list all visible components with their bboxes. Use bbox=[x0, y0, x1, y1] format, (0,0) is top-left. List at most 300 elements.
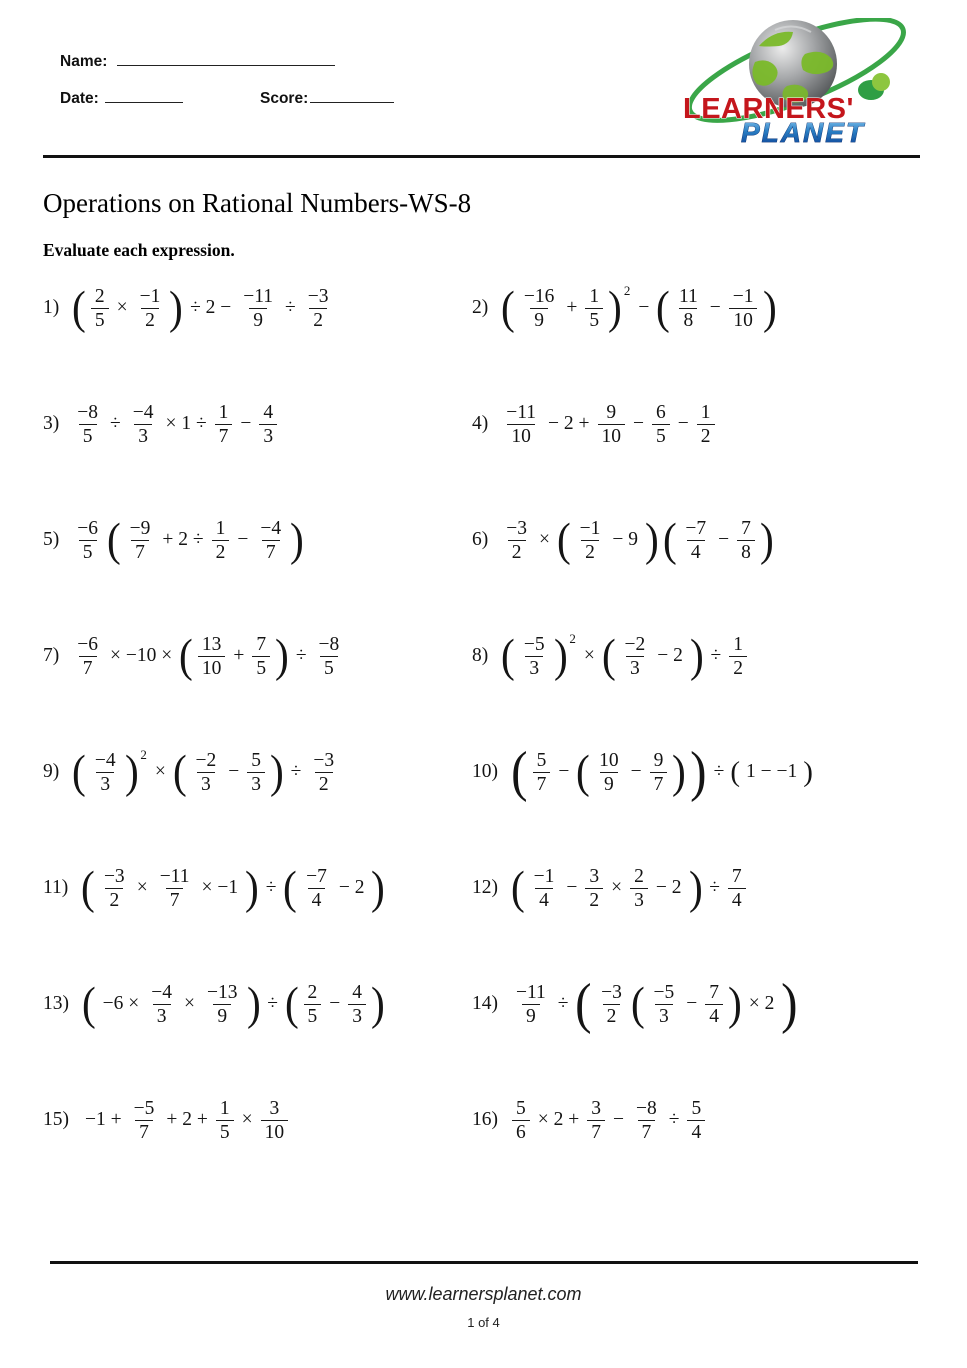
denominator: 3 bbox=[259, 424, 277, 448]
operator: ÷ bbox=[713, 761, 725, 782]
fraction bbox=[520, 633, 549, 680]
operator: ÷ bbox=[290, 761, 302, 782]
parenthesis: ) bbox=[759, 513, 774, 566]
numerator: −8 bbox=[318, 633, 340, 655]
operator: × bbox=[154, 761, 166, 782]
parenthesis: ) bbox=[290, 513, 304, 566]
parenthesis: ) bbox=[803, 755, 813, 788]
problem-4 bbox=[472, 401, 933, 448]
numerator: −5 bbox=[523, 633, 545, 655]
parenthesis: ) bbox=[553, 629, 568, 682]
operator: × bbox=[539, 529, 550, 550]
parenthesis: ) bbox=[370, 977, 385, 1030]
problem-8 bbox=[472, 629, 933, 682]
numerator: −7 bbox=[306, 865, 327, 887]
fraction bbox=[533, 749, 551, 796]
fraction bbox=[697, 401, 715, 448]
expression bbox=[70, 281, 335, 334]
denominator: 10 bbox=[598, 424, 626, 448]
numerator: 4 bbox=[352, 981, 363, 1003]
parenthesis: ) bbox=[690, 741, 707, 803]
numerator: −7 bbox=[685, 517, 707, 539]
problem-number: 5) bbox=[43, 529, 60, 550]
globe-logo-icon bbox=[675, 18, 925, 144]
denominator: 2 bbox=[212, 540, 230, 564]
denominator: 2 bbox=[585, 888, 603, 912]
operator: − bbox=[677, 413, 689, 434]
fraction bbox=[595, 749, 623, 796]
name-label: Name: bbox=[60, 53, 108, 70]
operator: ÷ bbox=[267, 993, 278, 1014]
operator: ÷ bbox=[265, 877, 277, 898]
operator: − bbox=[709, 297, 721, 318]
denominator: 7 bbox=[79, 656, 97, 680]
score-field-row bbox=[260, 89, 394, 108]
problem-2 bbox=[472, 281, 933, 334]
numerator: −3 bbox=[601, 981, 622, 1003]
parenthesis: ( bbox=[501, 629, 515, 682]
fraction bbox=[632, 1097, 661, 1144]
denominator: 9 bbox=[249, 308, 267, 332]
problem-5 bbox=[43, 513, 472, 566]
numerator: −8 bbox=[77, 401, 98, 423]
problem-number: 14) bbox=[472, 993, 498, 1014]
numerator: −1 bbox=[732, 285, 754, 307]
numerator: 3 bbox=[591, 1097, 601, 1119]
fraction bbox=[502, 517, 531, 564]
denominator: 10 bbox=[729, 308, 757, 332]
parenthesis: ) bbox=[672, 745, 687, 798]
operator: − bbox=[630, 761, 642, 782]
problem-number: 9) bbox=[43, 761, 60, 782]
parenthesis: ) bbox=[245, 861, 259, 914]
numerator: 5 bbox=[251, 749, 261, 771]
operator: 1 − −1 bbox=[746, 761, 798, 782]
fraction bbox=[737, 517, 755, 564]
parenthesis: ( bbox=[730, 755, 740, 788]
parenthesis: ( bbox=[575, 973, 593, 1035]
problem-number: 4) bbox=[472, 413, 489, 434]
operator: − bbox=[638, 297, 650, 318]
numerator: 4 bbox=[263, 401, 274, 423]
denominator: 2 bbox=[581, 540, 599, 564]
denominator: 2 bbox=[697, 424, 715, 448]
denominator: 4 bbox=[308, 888, 326, 912]
denominator: 5 bbox=[252, 656, 270, 680]
operator: × bbox=[583, 645, 595, 666]
exponent: 2 bbox=[623, 282, 631, 298]
numerator: 5 bbox=[516, 1097, 526, 1119]
parenthesis: ( bbox=[556, 513, 571, 566]
fraction bbox=[675, 285, 702, 332]
numerator: −4 bbox=[260, 517, 282, 539]
numerator: −4 bbox=[94, 749, 116, 771]
parenthesis: ) bbox=[371, 861, 386, 914]
expression bbox=[509, 973, 800, 1035]
denominator: 5 bbox=[79, 424, 97, 448]
denominator: 5 bbox=[320, 656, 338, 680]
denominator: 3 bbox=[247, 772, 265, 796]
fraction bbox=[512, 1097, 530, 1144]
problem-number: 11) bbox=[43, 877, 69, 898]
parenthesis: ) bbox=[762, 281, 777, 334]
fraction bbox=[215, 401, 233, 448]
parenthesis: ( bbox=[106, 513, 121, 566]
parenthesis: ) bbox=[608, 281, 622, 334]
fraction bbox=[728, 865, 746, 912]
denominator: 2 bbox=[729, 656, 747, 680]
denominator: 10 bbox=[261, 1120, 289, 1144]
denominator: 10 bbox=[198, 656, 226, 680]
denominator: 3 bbox=[348, 1004, 366, 1028]
denominator: 2 bbox=[315, 772, 333, 796]
fraction bbox=[198, 633, 226, 680]
numerator: −1 bbox=[579, 517, 601, 539]
expression bbox=[70, 629, 346, 682]
denominator: 5 bbox=[304, 1004, 322, 1028]
fraction bbox=[348, 981, 366, 1028]
problem-number: 12) bbox=[472, 877, 498, 898]
parenthesis: ( bbox=[283, 861, 298, 914]
date-field-row bbox=[60, 89, 183, 108]
parenthesis: ) bbox=[727, 977, 742, 1030]
numerator: 6 bbox=[656, 401, 666, 423]
operator: − 2 bbox=[657, 645, 683, 666]
fraction bbox=[650, 749, 668, 796]
fraction bbox=[650, 981, 679, 1028]
operator: ÷ bbox=[285, 297, 296, 318]
operator: − bbox=[718, 529, 730, 550]
parenthesis: ) bbox=[124, 745, 139, 798]
operator: − bbox=[228, 761, 240, 782]
denominator: 5 bbox=[91, 308, 109, 332]
numerator: −6 bbox=[77, 517, 98, 539]
operator: − bbox=[329, 993, 341, 1014]
operator: × 1 ÷ bbox=[165, 413, 207, 434]
numerator: 1 bbox=[700, 401, 711, 423]
denominator: 9 bbox=[530, 308, 548, 332]
numerator: 13 bbox=[201, 633, 222, 655]
problem-10 bbox=[472, 741, 933, 803]
problem-13 bbox=[43, 977, 472, 1030]
numerator: −1 bbox=[533, 865, 555, 887]
denominator: 5 bbox=[79, 540, 97, 564]
denominator: 6 bbox=[512, 1120, 530, 1144]
instruction-text: Evaluate each expression. bbox=[43, 240, 235, 260]
fraction bbox=[147, 981, 176, 1028]
fraction bbox=[252, 633, 270, 680]
denominator: 2 bbox=[141, 308, 159, 332]
footer-divider bbox=[50, 1261, 918, 1264]
fraction bbox=[156, 865, 194, 912]
problem-3 bbox=[43, 401, 472, 448]
operator: + 2 + bbox=[166, 1109, 208, 1130]
parenthesis: ( bbox=[284, 977, 299, 1030]
numerator: −11 bbox=[506, 401, 537, 423]
operator: − bbox=[686, 993, 698, 1014]
fraction bbox=[302, 865, 331, 912]
fraction bbox=[652, 401, 670, 448]
fraction bbox=[705, 981, 723, 1028]
fraction bbox=[630, 865, 648, 912]
fraction bbox=[261, 1097, 289, 1144]
problem-number: 10) bbox=[472, 761, 498, 782]
operator: × bbox=[116, 297, 128, 318]
denominator: 7 bbox=[533, 772, 551, 796]
fraction bbox=[681, 517, 710, 564]
operator: ÷ 2 − bbox=[190, 297, 232, 318]
fraction bbox=[597, 981, 626, 1028]
expression bbox=[80, 1097, 291, 1144]
operator: − bbox=[633, 413, 645, 434]
expression bbox=[80, 977, 387, 1030]
operator: × bbox=[136, 877, 148, 898]
parenthesis: ( bbox=[72, 745, 86, 798]
parenthesis: ) bbox=[644, 513, 659, 566]
numerator: −3 bbox=[506, 517, 527, 539]
operator: × bbox=[611, 877, 623, 898]
denominator: 2 bbox=[508, 540, 526, 564]
problem-number: 13) bbox=[43, 993, 69, 1014]
numerator: −8 bbox=[636, 1097, 657, 1119]
denominator: 2 bbox=[603, 1004, 621, 1028]
operator: −1 + bbox=[85, 1109, 122, 1130]
numerator: −3 bbox=[307, 285, 329, 307]
operator: ÷ bbox=[710, 645, 722, 666]
denominator: 9 bbox=[600, 772, 618, 796]
fraction bbox=[212, 517, 230, 564]
numerator: 2 bbox=[634, 865, 644, 887]
parenthesis: ) bbox=[169, 281, 184, 334]
parenthesis: ( bbox=[510, 861, 525, 914]
fraction bbox=[687, 1097, 705, 1144]
fraction bbox=[576, 517, 605, 564]
operator: − bbox=[566, 877, 578, 898]
numerator: 1 bbox=[215, 517, 226, 539]
problem-15 bbox=[43, 1097, 472, 1144]
parenthesis: ) bbox=[275, 629, 289, 682]
numerator: 7 bbox=[709, 981, 720, 1003]
fraction bbox=[239, 285, 277, 332]
numerator: −6 bbox=[77, 633, 98, 655]
website-url: www.learnersplanet.com bbox=[385, 1284, 582, 1304]
parenthesis: ) bbox=[688, 861, 703, 914]
fraction bbox=[304, 981, 322, 1028]
parenthesis: ( bbox=[630, 977, 645, 1030]
denominator: 5 bbox=[652, 424, 670, 448]
problem-number: 2) bbox=[472, 297, 489, 318]
problem-16 bbox=[472, 1097, 933, 1144]
fraction bbox=[512, 981, 550, 1028]
fraction bbox=[91, 749, 120, 796]
denominator: 3 bbox=[96, 772, 114, 796]
numerator: 5 bbox=[691, 1097, 702, 1119]
expression bbox=[499, 281, 778, 334]
operator: − bbox=[558, 761, 570, 782]
problem-1 bbox=[43, 281, 472, 334]
operator: ÷ bbox=[110, 413, 121, 434]
brand-line2: PLANET bbox=[741, 117, 865, 144]
fraction bbox=[216, 1097, 234, 1144]
fraction bbox=[256, 517, 285, 564]
parenthesis: ( bbox=[662, 513, 677, 566]
numerator: −9 bbox=[129, 517, 151, 539]
fraction bbox=[502, 401, 540, 448]
expression bbox=[509, 1097, 708, 1144]
operator: −6 × bbox=[102, 993, 140, 1014]
fraction bbox=[136, 285, 165, 332]
numerator: −11 bbox=[516, 981, 546, 1003]
numerator: 1 bbox=[733, 633, 743, 655]
denominator: 4 bbox=[705, 1004, 723, 1028]
problem-6 bbox=[472, 513, 933, 566]
page-number: 1 of 4 bbox=[467, 1315, 500, 1330]
fraction bbox=[259, 401, 277, 448]
fraction bbox=[315, 633, 344, 680]
problem-number: 16) bbox=[472, 1109, 498, 1130]
numerator: −11 bbox=[159, 865, 190, 887]
parenthesis: ( bbox=[81, 861, 95, 914]
numerator: −5 bbox=[653, 981, 675, 1003]
fraction bbox=[73, 401, 102, 448]
numerator: 7 bbox=[731, 865, 742, 887]
operator: + 2 ÷ bbox=[162, 529, 204, 550]
denominator: 2 bbox=[105, 888, 123, 912]
learners-planet-logo bbox=[675, 18, 925, 144]
parenthesis: ( bbox=[179, 629, 193, 682]
denominator: 3 bbox=[655, 1004, 673, 1028]
problem-number: 8) bbox=[472, 645, 489, 666]
expression bbox=[509, 861, 749, 914]
header-divider bbox=[43, 155, 920, 158]
fraction bbox=[130, 1097, 159, 1144]
denominator: 9 bbox=[522, 1004, 540, 1028]
expression bbox=[70, 513, 306, 566]
problem-number: 15) bbox=[43, 1109, 69, 1130]
parenthesis: ) bbox=[246, 977, 261, 1030]
numerator: −4 bbox=[132, 401, 154, 423]
denominator: 7 bbox=[262, 540, 280, 564]
parenthesis: ( bbox=[511, 741, 528, 803]
denominator: 3 bbox=[134, 424, 152, 448]
name-blank-line bbox=[117, 52, 335, 66]
numerator: 1 bbox=[218, 401, 229, 423]
operator: − bbox=[613, 1109, 624, 1130]
numerator: 10 bbox=[599, 749, 619, 771]
problem-number: 1) bbox=[43, 297, 60, 318]
numerator: −4 bbox=[151, 981, 173, 1003]
numerator: 1 bbox=[219, 1097, 230, 1119]
numerator: 3 bbox=[269, 1097, 280, 1119]
parenthesis: ( bbox=[576, 745, 591, 798]
denominator: 4 bbox=[728, 888, 746, 912]
denominator: 3 bbox=[525, 656, 543, 680]
operator: − 2 bbox=[655, 877, 682, 898]
problem-9 bbox=[43, 745, 472, 798]
numerator: −16 bbox=[523, 285, 555, 307]
fraction bbox=[191, 749, 220, 796]
denominator: 7 bbox=[215, 424, 233, 448]
numerator: −2 bbox=[195, 749, 217, 771]
operator: × −10 × bbox=[110, 645, 173, 666]
parenthesis: ) bbox=[781, 973, 798, 1035]
denominator: 10 bbox=[507, 424, 535, 448]
parenthesis: ) bbox=[269, 745, 284, 798]
fraction bbox=[129, 401, 158, 448]
name-field-row bbox=[60, 52, 335, 71]
parenthesis: ( bbox=[656, 281, 671, 334]
parenthesis: ( bbox=[501, 281, 515, 334]
fraction bbox=[530, 865, 559, 912]
expression bbox=[509, 741, 814, 803]
operator: × −1 bbox=[201, 877, 239, 898]
fraction bbox=[729, 633, 747, 680]
fraction bbox=[73, 633, 102, 680]
expression bbox=[70, 745, 341, 798]
problem-number: 3) bbox=[43, 413, 60, 434]
numerator: 7 bbox=[741, 517, 751, 539]
operator: − bbox=[240, 413, 252, 434]
numerator: −5 bbox=[133, 1097, 155, 1119]
score-label: Score: bbox=[260, 90, 309, 107]
problem-number: 6) bbox=[472, 529, 489, 550]
denominator: 7 bbox=[638, 1120, 656, 1144]
page-title: Operations on Rational Numbers-WS-8 bbox=[43, 188, 472, 218]
problem-14 bbox=[472, 973, 933, 1035]
operator: × bbox=[241, 1109, 253, 1130]
expression bbox=[499, 513, 775, 566]
denominator: 9 bbox=[213, 1004, 231, 1028]
operator: ÷ bbox=[668, 1109, 680, 1130]
brand-line1: LEARNERS' bbox=[683, 93, 854, 125]
numerator: 9 bbox=[606, 401, 617, 423]
denominator: 4 bbox=[535, 888, 553, 912]
operator: − 2 bbox=[338, 877, 365, 898]
denominator: 8 bbox=[679, 308, 697, 332]
fraction bbox=[729, 285, 758, 332]
parenthesis: ) bbox=[689, 629, 704, 682]
operator: − 9 bbox=[612, 529, 639, 550]
numerator: −3 bbox=[313, 749, 335, 771]
parenthesis: ( bbox=[72, 281, 86, 334]
denominator: 5 bbox=[585, 308, 603, 332]
denominator: 3 bbox=[626, 656, 644, 680]
denominator: 3 bbox=[153, 1004, 171, 1028]
fraction bbox=[585, 865, 603, 912]
denominator: 2 bbox=[309, 308, 327, 332]
denominator: 4 bbox=[687, 1120, 705, 1144]
numerator: 2 bbox=[307, 981, 318, 1003]
denominator: 5 bbox=[216, 1120, 234, 1144]
fraction bbox=[247, 749, 265, 796]
operator: − 2 + bbox=[548, 413, 590, 434]
exponent: 2 bbox=[569, 630, 576, 646]
expression bbox=[499, 629, 750, 682]
parenthesis: ( bbox=[81, 977, 96, 1030]
operator: + bbox=[233, 645, 245, 666]
operator: ÷ bbox=[295, 645, 307, 666]
numerator: 3 bbox=[589, 865, 600, 887]
denominator: 7 bbox=[166, 888, 184, 912]
score-blank-line bbox=[310, 89, 394, 103]
numerator: −11 bbox=[243, 285, 274, 307]
fraction bbox=[126, 517, 155, 564]
numerator: −3 bbox=[103, 865, 125, 887]
parenthesis: ( bbox=[601, 629, 616, 682]
operator: − bbox=[237, 529, 249, 550]
fraction bbox=[309, 749, 338, 796]
numerator: 5 bbox=[536, 749, 547, 771]
